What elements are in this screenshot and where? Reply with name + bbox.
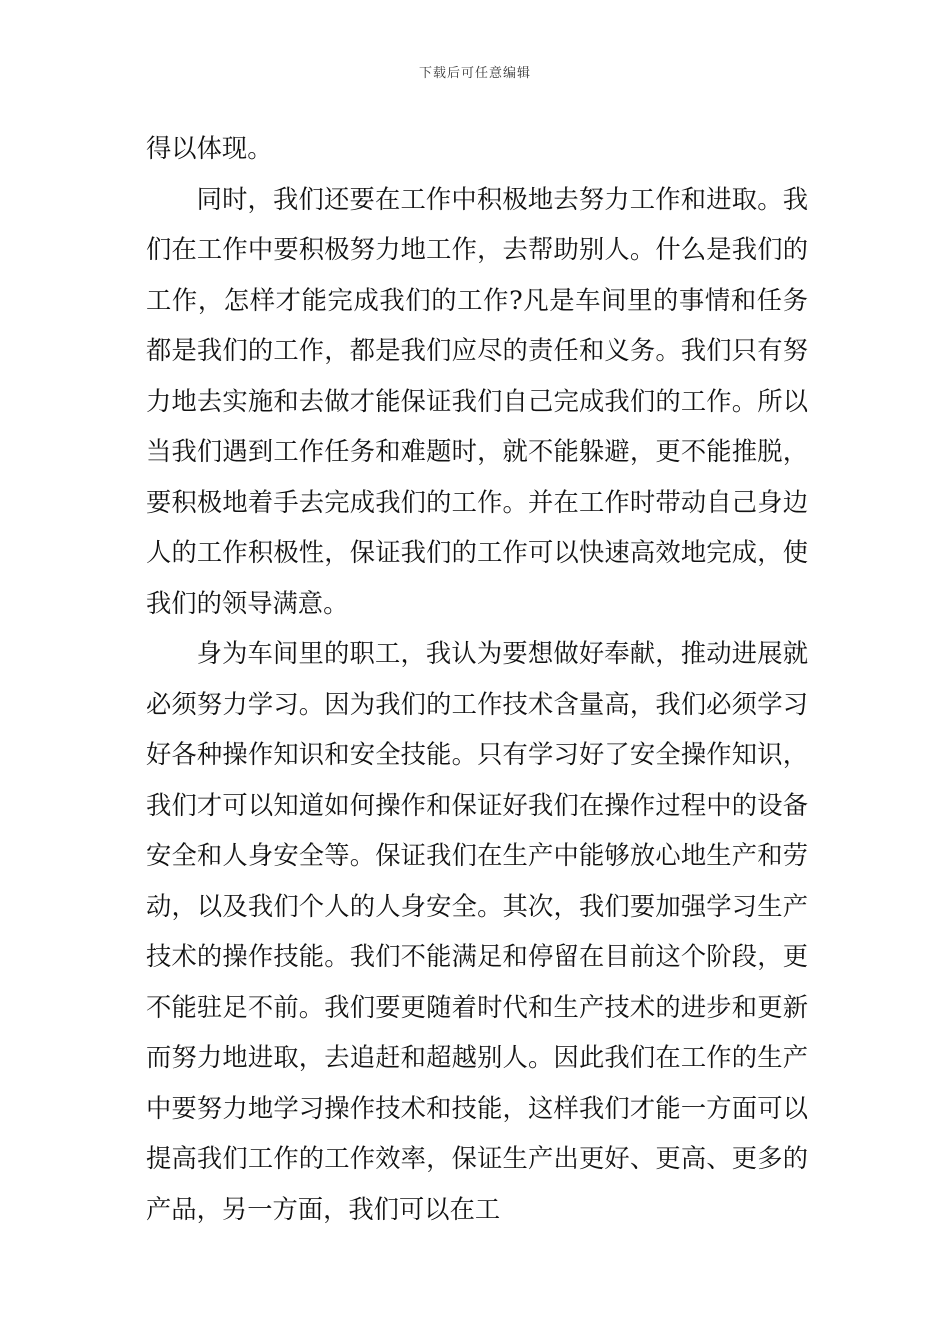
- paragraph-work-initiative: 同时，我们还要在工作中积极地去努力工作和进取。我们在工作中要积极努力地工作，去帮助别人。什么是我们的工作，怎样才能完成我们的工作?凡是车间里的事情和任务都是我们的工作，都是我们应尽的责任和义务。我们只有努力地去实施和去做才能保证我们自己完成我们的工作。所以当我们遇到工作任务和难题时，就不能躲避，更不能推脱，要积极地着手去完成我们的工作。并在工作时带动自己身边人的工作积极性，保证我们的工作可以快速高效地完成，使我们的领导满意。: [146, 184, 808, 618]
- paragraph-continuation: 得以体现。: [146, 134, 273, 163]
- paragraph-learning: 身为车间里的职工，我认为要想做好奉献，推动进展就必须努力学习。因为我们的工作技术含量高，我们必须学习好各种操作知识和安全技能。只有学习好了安全操作知识，我们才可以知道如何操作和保证好我们在操作过程中的设备安全和人身安全等。保证我们在生产中能够放心地生产和劳动，以及我们个人的人身安全。其次，我们要加强学习生产技术的操作技能。我们不能满足和停留在目前这个阶段，更不能驻足不前。我们要更随着时代和生产技术的进步和更新而努力地进取，去追赶和超越别人。因此我们在工作的生产中要努力地学习操作技术和技能，这样我们才能一方面可以提高我们工作的工作效率，保证生产出更好、更高、更多的产品，另一方面，我们可以在工: [146, 639, 808, 1224]
- document-body: [146, 124, 808, 1235]
- page-header: 下载后可任意编辑: [418, 66, 531, 81]
